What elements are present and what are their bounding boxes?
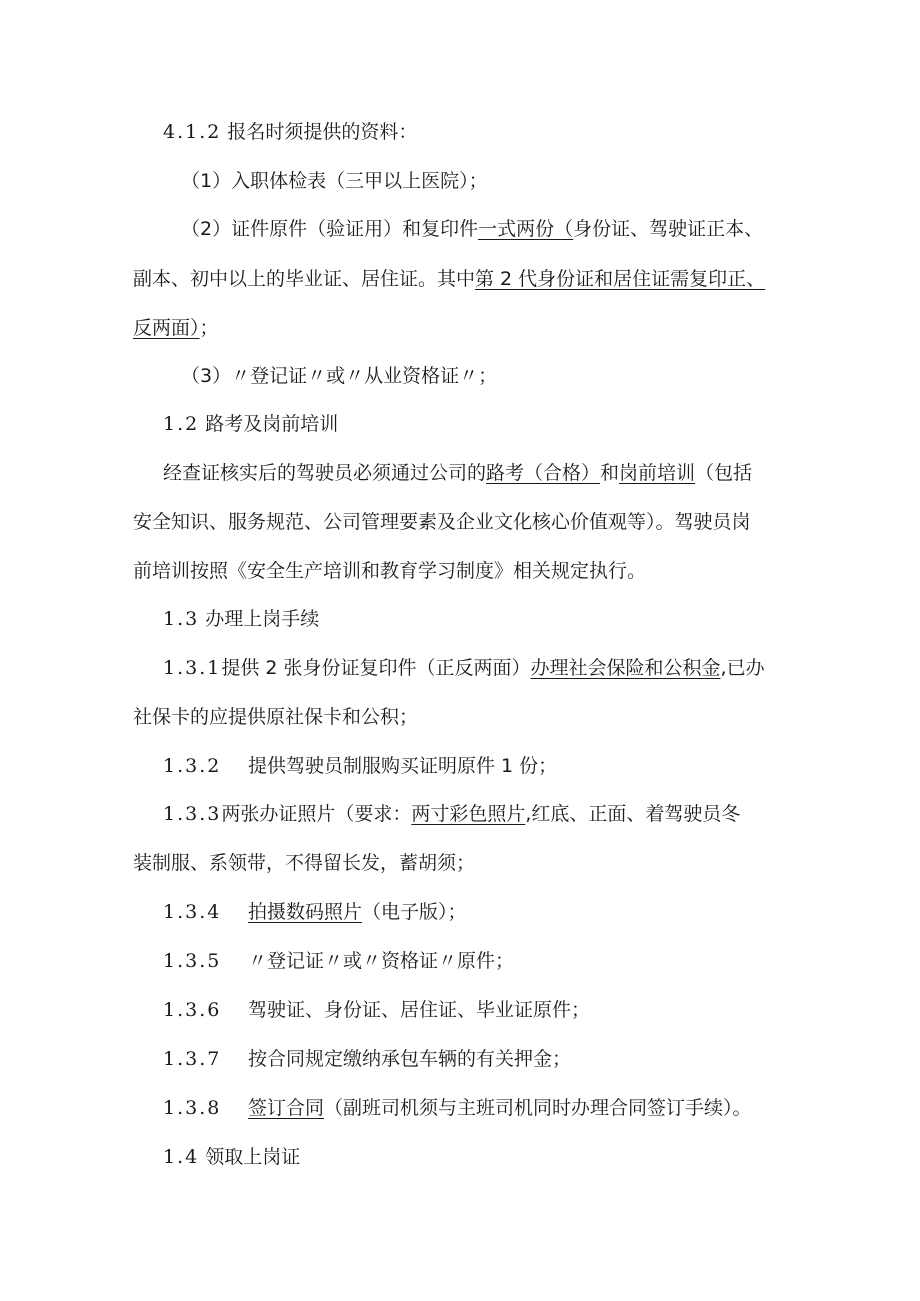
item-1-3-8: 1.3.8 签订合同（副班司机须与主班司机同时办理合同签订手续）。	[163, 1097, 752, 1119]
item-1-3-4: 1.3.4 拍摄数码照片（电子版）；	[163, 901, 467, 923]
item-1-3-6: 1.3.6 驾驶证、身份证、居住证、毕业证原件；	[163, 999, 591, 1021]
item-1-3-2: 1.3.2 提供驾驶员制服购买证明原件 1 份；	[163, 755, 558, 777]
requirement-item-2-line2: 副本、初中以上的毕业证、居住证。其中第 2 代身份证和居住证需复印正、	[133, 268, 766, 290]
requirement-item-3: （3）〃登记证〃或〃从业资格证〃；	[181, 365, 498, 387]
road-test-paragraph-line3: 前培训按照《安全生产培训和教育学习制度》相关规定执行。	[133, 560, 647, 582]
road-test-paragraph: 经查证核实后的驾驶员必须通过公司的路考（合格）和岗前培训（包括	[163, 462, 753, 484]
item-1-3-7: 1.3.7 按合同规定缴纳承包车辆的有关押金；	[163, 1048, 572, 1070]
item-1-3-3: 1.3.3两张办证照片（要求：两寸彩色照片,红底、正面、着驾驶员冬	[163, 803, 741, 825]
item-1-3-5: 1.3.5 〃登记证〃或〃资格证〃原件；	[163, 950, 515, 972]
requirement-item-1: （1）入职体检表（三甲以上医院）；	[181, 170, 488, 192]
item-1-3-3-line2: 装制服、系领带，不得留长发，蓄胡须；	[133, 852, 476, 874]
requirement-item-2-line3: 反两面）；	[133, 317, 219, 339]
heading-1-4: 1.4 领取上岗证	[163, 1146, 301, 1168]
heading-1-2: 1.2 路考及岗前培训	[163, 413, 339, 435]
item-1-3-1: 1.3.1提供 2 张身份证复印件（正反两面）办理社会保险和公积金,已办	[163, 657, 765, 679]
requirement-item-2: （2）证件原件（验证用）和复印件一式两份（身份证、驾驶证正本、	[181, 218, 764, 240]
item-1-3-1-line2: 社保卡的应提供原社保卡和公积；	[133, 706, 419, 728]
heading-4-1-2: 4.1.2 报名时须提供的资料：	[163, 121, 418, 143]
road-test-paragraph-line2: 安全知识、服务规范、公司管理要素及企业文化核心价值观等）。驾驶员岗	[133, 511, 751, 533]
heading-1-3: 1.3 办理上岗手续	[163, 608, 320, 630]
